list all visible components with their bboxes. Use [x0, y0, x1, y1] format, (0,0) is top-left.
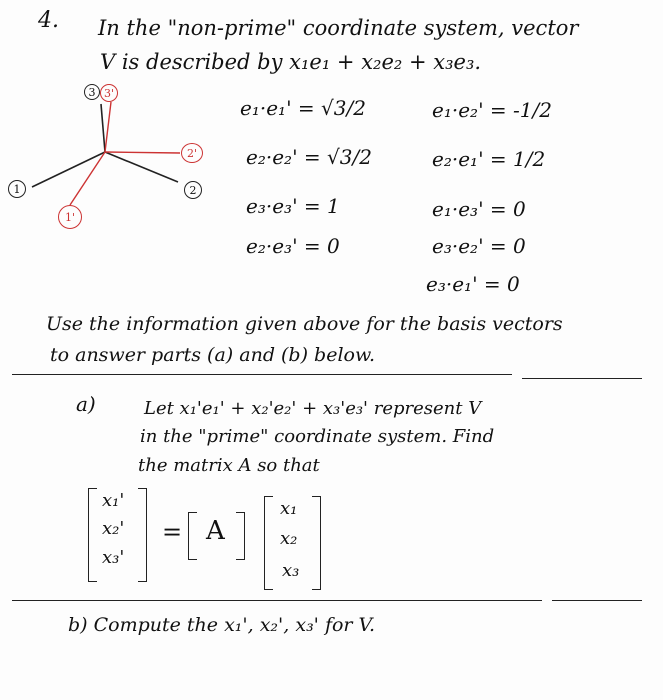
problem-number: 4.	[38, 8, 59, 33]
instruction-line-2: to answer parts (a) and (b) below.	[50, 344, 376, 366]
equals-sign: =	[162, 518, 183, 546]
matrix-A: A	[206, 516, 225, 546]
divider	[12, 374, 512, 375]
axis-label-2-prime: 2'	[181, 143, 203, 163]
eq-e1-e2p: e₁·e₂' = -1/2	[432, 98, 552, 122]
eq-e1-e3p: e₁·e₃' = 0	[432, 197, 526, 221]
divider	[552, 600, 642, 601]
axis-label-3: 3	[84, 84, 100, 100]
part-a-label: a)	[76, 392, 96, 416]
instruction-line-1: Use the information given above for the basis vectors	[46, 313, 563, 335]
divider	[12, 600, 542, 601]
x2: x₂	[280, 528, 298, 549]
eq-e2-e2p: e₂·e₂' = √3/2	[246, 145, 372, 169]
right-vector-bracket-close	[312, 496, 321, 590]
part-a-line-2: in the "prime" coordinate system. Find	[140, 426, 495, 447]
matrix-bracket-close	[236, 512, 245, 560]
x1-prime: x₁'	[102, 490, 125, 511]
eq-e1-e1p: e₁·e₁' = √3/2	[240, 96, 366, 120]
problem-line-2: V is described by x₁e₁ + x₂e₂ + x₃e₃.	[100, 50, 482, 74]
left-vector-bracket-close	[138, 488, 147, 582]
axis-label-1: 1	[8, 180, 26, 198]
x1: x₁	[280, 498, 298, 519]
part-a-line-1: Let x₁'e₁' + x₂'e₂' + x₃'e₃' represent V	[144, 398, 482, 419]
eq-e2-e1p: e₂·e₁' = 1/2	[432, 147, 546, 171]
problem-line-1: In the "non-prime" coordinate system, vector	[98, 16, 579, 40]
eq-e3-e1p: e₃·e₁' = 0	[426, 272, 520, 296]
right-vector-bracket-open	[264, 496, 273, 590]
eq-e3-e3p: e₃·e₃' = 1	[246, 194, 340, 218]
axis-label-1-prime: 1'	[58, 205, 82, 229]
x3-prime: x₃'	[102, 547, 125, 568]
part-b-text: b) Compute the x₁', x₂', x₃' for V.	[68, 614, 375, 636]
matrix-bracket-open	[188, 512, 197, 560]
left-vector-bracket-open	[88, 488, 97, 582]
axis-label-2: 2	[184, 181, 202, 199]
eq-e3-e2p: e₃·e₂' = 0	[432, 234, 526, 258]
x3: x₃	[282, 560, 300, 581]
divider	[522, 378, 642, 379]
axis-label-3-prime: 3'	[100, 84, 118, 102]
x2-prime: x₂'	[102, 518, 125, 539]
eq-e2-e3p: e₂·e₃' = 0	[246, 234, 340, 258]
part-a-line-3: the matrix A so that	[138, 455, 320, 476]
